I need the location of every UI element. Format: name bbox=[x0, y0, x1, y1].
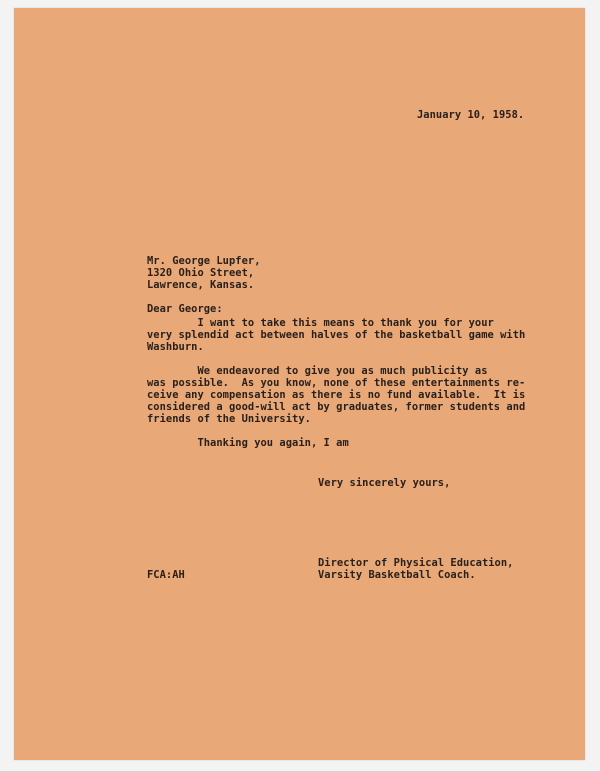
paragraph-2-line-2: was possible. As you know, none of these entertainments re- bbox=[147, 377, 526, 389]
signature-title-line-1: Director of Physical Education, bbox=[318, 557, 514, 569]
paragraph-2-line-4: considered a good-will act by graduates, former students and bbox=[147, 401, 526, 413]
typist-initials: FCA:AH bbox=[147, 569, 185, 581]
recipient-name: Mr. George Lupfer, bbox=[147, 255, 261, 267]
signature-title-line-2: Varsity Basketball Coach. bbox=[318, 569, 476, 581]
paragraph-1-line-3: Washburn. bbox=[147, 341, 204, 353]
letter-sheet bbox=[14, 8, 585, 760]
paragraph-2-line-3: ceive any compensation as there is no fund available. It is bbox=[147, 389, 526, 401]
paragraph-3: Thanking you again, I am bbox=[147, 437, 349, 449]
paragraph-2-line-1: We endeavored to give you as much publicity as bbox=[147, 365, 488, 377]
recipient-street: 1320 Ohio Street, bbox=[147, 267, 255, 279]
paragraph-1-line-1: I want to take this means to thank you for your bbox=[147, 317, 494, 329]
recipient-city: Lawrence, Kansas. bbox=[147, 279, 255, 291]
salutation: Dear George: bbox=[147, 303, 223, 315]
paragraph-1-line-2: very splendid act between halves of the basketball game with bbox=[147, 329, 526, 341]
complimentary-closing: Very sincerely yours, bbox=[318, 477, 451, 489]
letter-date: January 10, 1958. bbox=[417, 109, 525, 121]
paragraph-2-line-5: friends of the University. bbox=[147, 413, 311, 425]
